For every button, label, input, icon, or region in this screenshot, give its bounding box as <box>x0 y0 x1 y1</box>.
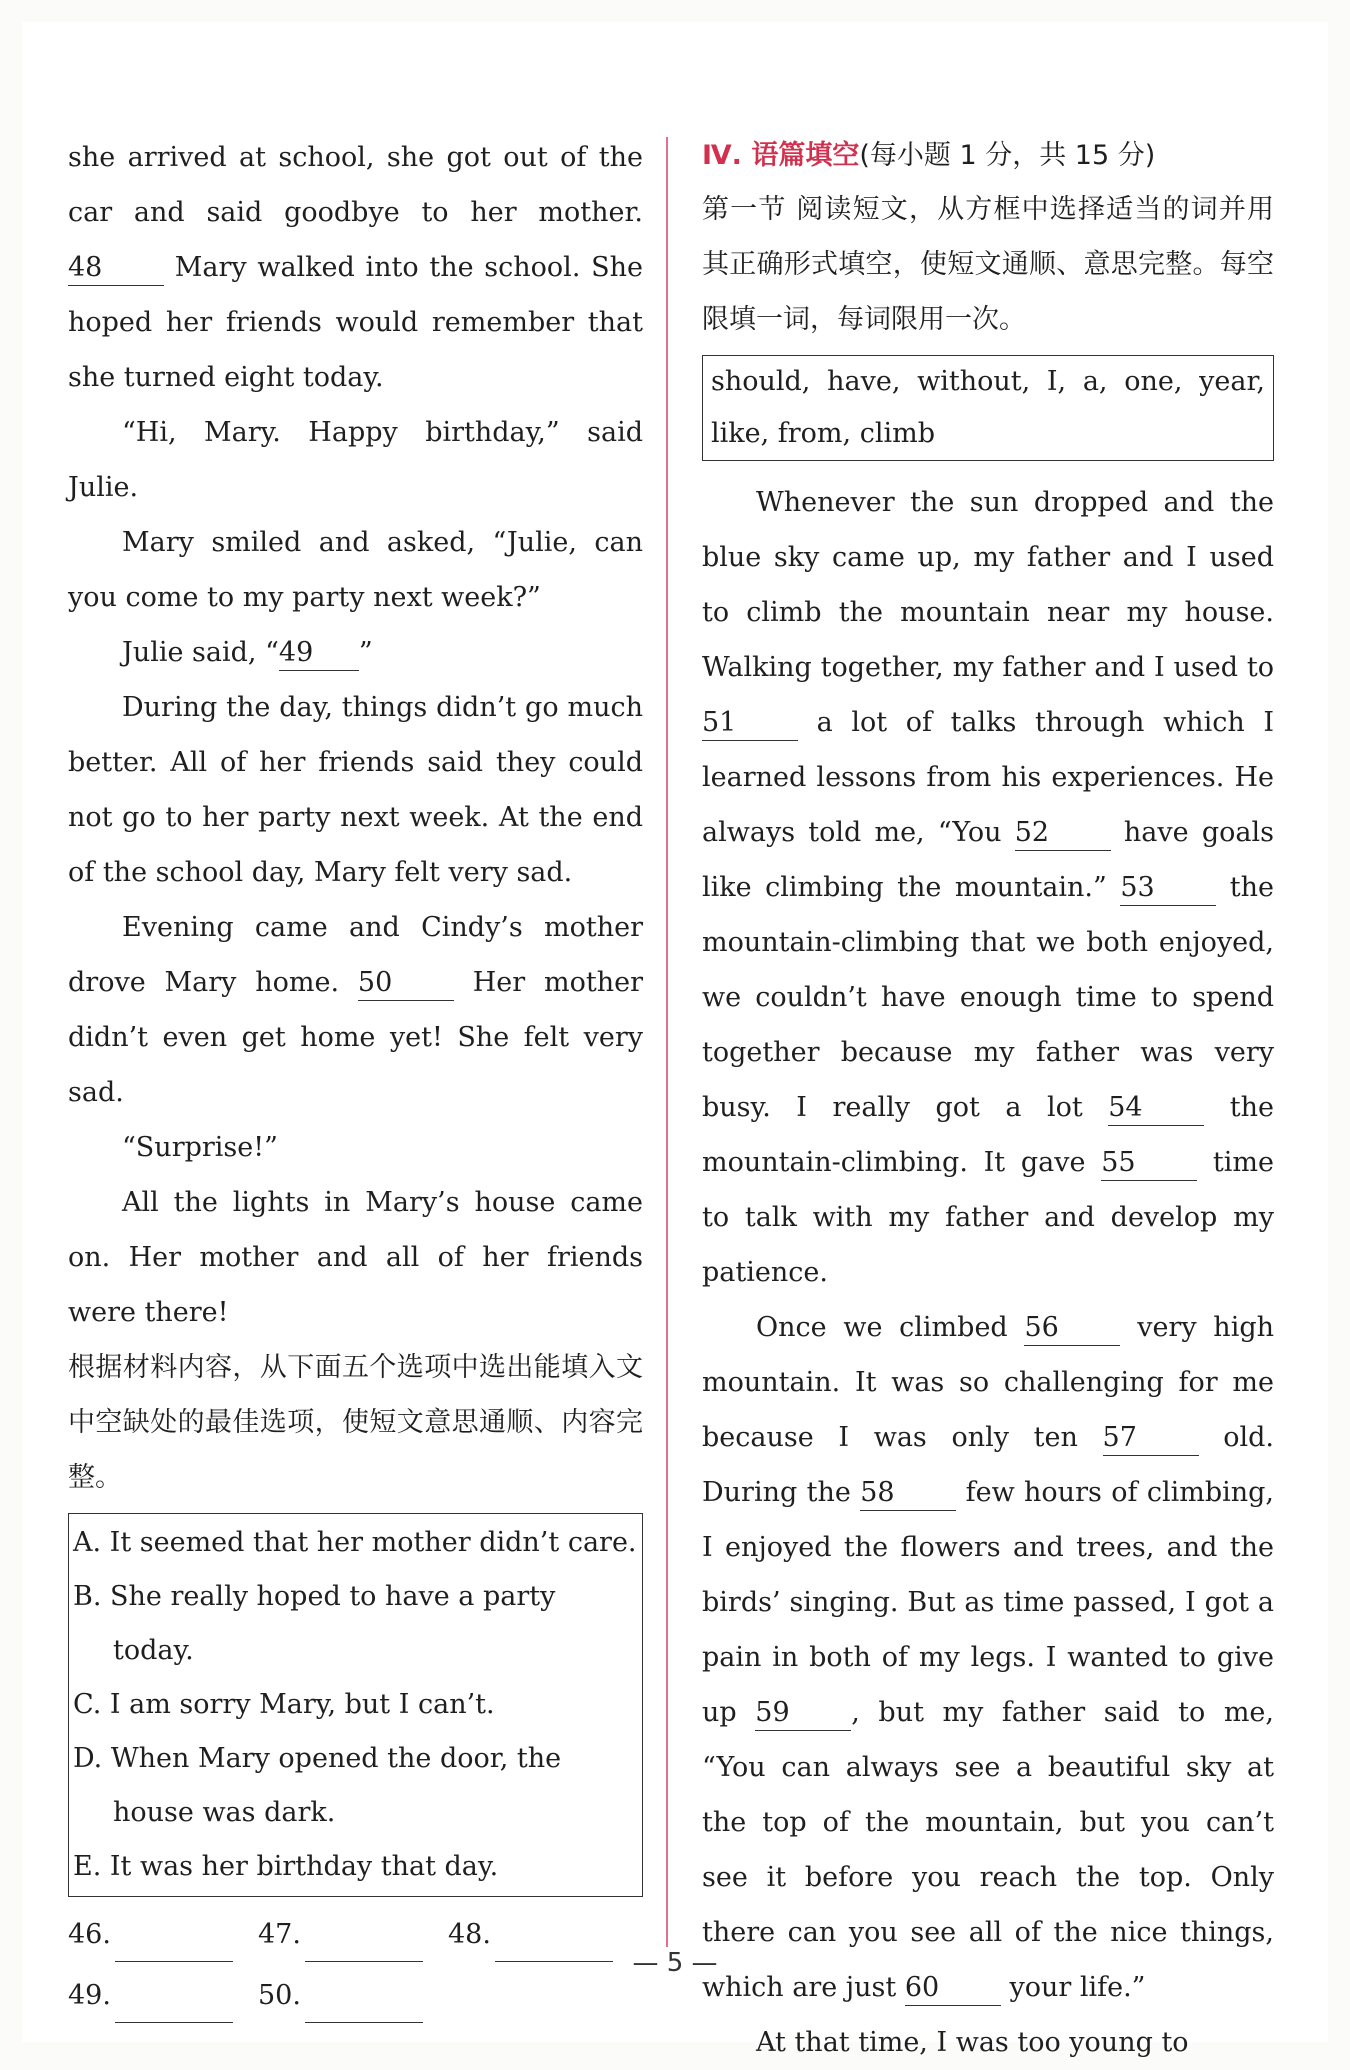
story-text: Julie said, “ <box>122 637 279 668</box>
passage-text: have goals like climbing the mountain.” <box>702 817 1274 903</box>
right-column <box>702 130 1274 2070</box>
blank-58[interactable]: 58 <box>860 1476 956 1511</box>
story-text: Mary walked into the school. She hoped her friends would remember that she turned eight today. <box>68 252 643 393</box>
blank-53[interactable]: 53 <box>1120 871 1216 906</box>
passage-text: your life.” <box>1009 1972 1146 2003</box>
blank-56[interactable]: 56 <box>1024 1311 1120 1346</box>
passage-paragraph <box>702 1300 1274 2015</box>
worksheet-page <box>22 22 1328 2058</box>
passage-text: , but my father said to me, “You can always see a beautiful sky at the top of the mountain, but you can’t see it before you reach the top. Only there can you see all of the nice things, which are just <box>702 1697 1274 2003</box>
section-instruction: 第一节 阅读短文，从方框中选择适当的词并用其正确形式填空，使短文通顺、意思完整。每空限填一词，每词限用一次。 <box>702 194 1274 335</box>
section-heading <box>702 130 1274 182</box>
passage-text: few hours of climbing, I enjoyed the flowers and trees, and the birds’ singing. But as time passed, I got a pain in both of my legs. I wanted to give up <box>702 1477 1274 1728</box>
passage-text: Whenever the sun dropped and the blue sky came up, my father and I used to climb the mountain near my house. Walking together, my father and I used to <box>702 487 1274 683</box>
answer-number: 48. <box>448 1919 491 1950</box>
option-c: C. I am sorry Mary, but I can’t. <box>73 1689 495 1720</box>
blank-59[interactable]: 59 <box>755 1696 851 1731</box>
passage-text: Once we climbed <box>756 1312 1008 1343</box>
blank-57[interactable]: 57 <box>1103 1421 1199 1456</box>
blank-55[interactable]: 55 <box>1101 1146 1197 1181</box>
section-score: (每小题 1 分，共 15 分) <box>859 140 1156 171</box>
passage-paragraph: At that time, I was too young to <box>756 2027 1189 2058</box>
blank-48[interactable]: 48 <box>68 251 164 286</box>
left-column <box>68 130 643 2023</box>
story-paragraph: Mary smiled and asked, “Julie, can you come to my party next week?” <box>68 527 643 613</box>
blank-49[interactable]: 49 <box>279 636 359 671</box>
answer-line[interactable] <box>305 1996 423 2023</box>
story-paragraph <box>68 625 643 680</box>
word-box: should, have, without, I, a, one, year, like, from, climb <box>702 355 1274 461</box>
answer-line[interactable] <box>115 1996 233 2023</box>
story-paragraph <box>68 900 643 1120</box>
story-text: Her mother didn’t even get home yet! She felt very sad. <box>68 967 643 1108</box>
story-paragraph <box>68 130 643 405</box>
passage-paragraph <box>702 475 1274 1300</box>
story-paragraph: All the lights in Mary’s house came on. Her mother and all of her friends were there! <box>68 1187 643 1328</box>
story-text: ” <box>358 637 373 668</box>
section-number: Ⅳ. 语篇填空 <box>702 140 860 171</box>
answer-number: 49. <box>68 1980 111 2011</box>
passage-text: the mountain-climbing. It gave <box>702 1092 1274 1178</box>
task-instruction: 根据材料内容，从下面五个选项中选出能填入文中空缺处的最佳选项，使短文意思通顺、内容完整。 <box>68 1352 643 1493</box>
story-text: Evening came and Cindy’s mother drove Mary home. <box>68 912 643 998</box>
blank-60[interactable]: 60 <box>905 1971 1001 2006</box>
passage-text: time to talk with my father and develop my patience. <box>702 1147 1274 1288</box>
passage-text: very high mountain. It was so challenging for me because I was only ten <box>702 1312 1275 1453</box>
blank-52[interactable]: 52 <box>1015 816 1111 851</box>
answer-number: 47. <box>258 1919 301 1950</box>
column-divider <box>666 137 668 1947</box>
option-d: D. When Mary opened the door, the house was dark. <box>73 1743 562 1828</box>
blank-50[interactable]: 50 <box>358 966 454 1001</box>
options-box <box>68 1513 643 1897</box>
story-text: she arrived at school, she got out of the car and said goodbye to her mother. <box>68 142 643 228</box>
passage-text: a lot of talks through which I learned lessons from his experiences. He always told me, “You <box>702 707 1274 848</box>
blank-51[interactable]: 51 <box>702 706 798 741</box>
option-a: A. It seemed that her mother didn’t care. <box>73 1527 637 1558</box>
answer-number: 50. <box>258 1980 301 2011</box>
option-e: E. It was her birthday that day. <box>73 1851 499 1882</box>
story-paragraph: “Surprise!” <box>122 1132 278 1163</box>
story-paragraph: “Hi, Mary. Happy birthday,” said Julie. <box>68 417 643 503</box>
option-b: B. She really hoped to have a party today. <box>73 1581 556 1666</box>
page-number: — 5 — <box>632 1948 718 1978</box>
answer-number: 46. <box>68 1919 111 1950</box>
story-paragraph: During the day, things didn’t go much better. All of her friends said they could not go to her party next week. At the end of the school day, Mary felt very sad. <box>68 692 643 888</box>
passage-text: old. During the <box>702 1422 1274 1508</box>
passage-text: the mountain-climbing that we both enjoyed, we couldn’t have enough time to spend together because my father was very busy. I really got a lot <box>702 872 1275 1123</box>
blank-54[interactable]: 54 <box>1108 1091 1204 1126</box>
